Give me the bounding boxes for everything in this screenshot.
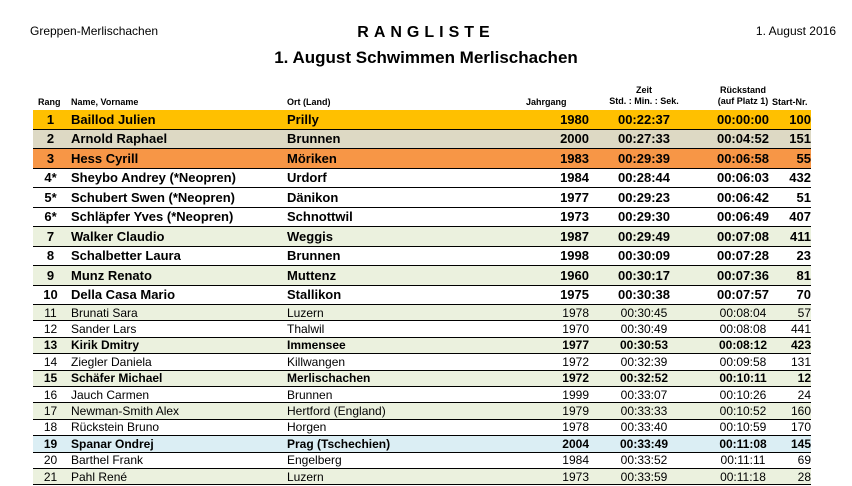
table-row	[33, 436, 811, 452]
cell-name: Ziegler Daniela	[71, 354, 152, 369]
cell-rang: 17	[43, 404, 58, 419]
cell-jahrgang: 2000	[560, 131, 589, 147]
table-row	[33, 420, 811, 436]
table-row	[33, 110, 811, 130]
cell-jahrgang: 1984	[560, 170, 589, 186]
cell-rang: 21	[43, 469, 58, 484]
cell-start-nr: 160	[790, 404, 811, 419]
cell-start-nr: 145	[790, 436, 811, 451]
header-rang: Rang	[38, 97, 61, 107]
table-row	[33, 266, 811, 286]
cell-rang: 16	[43, 387, 58, 402]
cell-ort: Schnottwil	[287, 209, 353, 225]
header-ort: Ort (Land)	[287, 97, 331, 107]
cell-ort: Luzern	[287, 469, 324, 484]
cell-ort: Horgen	[287, 420, 327, 435]
cell-name: Schalbetter Laura	[71, 248, 181, 264]
cell-jahrgang: 2004	[562, 436, 589, 451]
cell-rang: 4*	[44, 170, 57, 186]
table-row	[33, 286, 811, 306]
cell-rueckstand: 00:07:57	[716, 287, 770, 303]
cell-zeit: 00:30:09	[617, 248, 671, 264]
cell-rueckstand: 00:10:26	[719, 387, 767, 402]
cell-name: Rückstein Bruno	[71, 420, 160, 435]
cell-jahrgang: 1973	[560, 209, 589, 225]
organizer-location: Greppen-Merlischachen	[30, 24, 159, 38]
cell-name: Sander Lars	[71, 322, 137, 337]
cell-start-nr: 23	[796, 248, 811, 264]
cell-rang: 15	[43, 371, 58, 386]
table-row	[33, 227, 811, 247]
header-rueckstand-bottom: (auf Platz 1)	[717, 96, 769, 106]
cell-ort: Merlischachen	[287, 371, 371, 386]
cell-rueckstand: 00:06:42	[716, 189, 770, 205]
table-row	[33, 321, 811, 337]
table-row	[33, 305, 811, 321]
cell-start-nr: 81	[796, 267, 811, 283]
cell-rueckstand: 00:11:18	[720, 469, 766, 484]
cell-start-nr: 69	[797, 453, 811, 468]
cell-name: Hess Cyrill	[71, 150, 139, 166]
table-row	[33, 169, 811, 189]
cell-start-nr: 12	[797, 371, 811, 386]
cell-zeit: 00:32:52	[619, 371, 669, 386]
header-start: Start-Nr.	[772, 97, 808, 107]
cell-rueckstand: 00:09:58	[719, 354, 767, 369]
cell-jahrgang: 1984	[562, 453, 589, 468]
cell-name: Brunati Sara	[71, 305, 138, 320]
cell-rueckstand: 00:07:28	[716, 248, 770, 264]
table-row	[33, 387, 811, 403]
cell-jahrgang: 1978	[562, 305, 589, 320]
cell-jahrgang: 1972	[562, 371, 589, 386]
cell-name: Newman-Smith Alex	[71, 404, 180, 419]
cell-rang: 14	[43, 354, 58, 369]
ranking-table	[33, 110, 811, 485]
cell-rueckstand: 00:07:36	[716, 267, 770, 283]
cell-start-nr: 411	[790, 228, 811, 244]
cell-ort: Thalwil	[287, 322, 325, 337]
cell-jahrgang: 1977	[560, 189, 589, 205]
table-row	[33, 403, 811, 419]
table-header	[33, 80, 811, 112]
cell-zeit: 00:33:33	[620, 404, 668, 419]
cell-zeit: 00:33:52	[620, 453, 668, 468]
table-row	[33, 354, 811, 370]
cell-start-nr: 131	[790, 354, 811, 369]
cell-rang: 8	[46, 248, 55, 264]
cell-jahrgang: 1978	[562, 420, 589, 435]
cell-name: Baillod Julien	[71, 111, 156, 127]
cell-zeit: 00:29:39	[617, 150, 671, 166]
cell-zeit: 00:33:49	[619, 436, 669, 451]
cell-rang: 10	[43, 287, 58, 303]
cell-ort: Dänikon	[287, 189, 339, 205]
cell-start-nr: 407	[789, 209, 811, 225]
cell-name: Sheybo Andrey (*Neopren)	[71, 170, 236, 186]
cell-name: Barthel Frank	[71, 453, 144, 468]
cell-zeit: 00:30:49	[620, 322, 668, 337]
cell-rang: 9	[46, 267, 55, 283]
cell-jahrgang: 1972	[562, 354, 589, 369]
cell-ort: Stallikon	[287, 287, 342, 303]
cell-name: Schäfer Michael	[71, 371, 163, 386]
cell-jahrgang: 1983	[560, 150, 589, 166]
cell-rueckstand: 00:06:03	[716, 170, 770, 186]
cell-ort: Brunnen	[287, 387, 333, 402]
table-row	[33, 469, 811, 485]
cell-ort: Weggis	[287, 228, 333, 244]
cell-ort: Engelberg	[287, 453, 342, 468]
cell-ort: Prag (Tschechien)	[287, 436, 391, 451]
event-date: 1. August 2016	[755, 24, 836, 38]
cell-name: Schläpfer Yves (*Neopren)	[71, 209, 234, 225]
header-zeit-bottom: Std. : Min. : Sek.	[609, 96, 679, 106]
cell-zeit: 00:33:40	[620, 420, 668, 435]
event-title: 1. August Schwimmen Merlischachen	[274, 48, 578, 67]
cell-ort: Brunnen	[287, 131, 341, 147]
cell-rang: 12	[43, 322, 58, 337]
header-zeit-top: Zeit	[635, 85, 652, 95]
cell-zeit: 00:29:23	[617, 189, 671, 205]
cell-start-nr: 57	[797, 305, 811, 320]
cell-rang: 11	[44, 305, 57, 320]
cell-jahrgang: 1979	[562, 404, 589, 419]
cell-rueckstand: 00:04:52	[716, 131, 770, 147]
table-row	[33, 130, 811, 150]
header-rueckstand-top: Rückstand	[719, 85, 766, 95]
cell-name: Munz Renato	[71, 267, 152, 283]
cell-rueckstand: 00:08:04	[719, 305, 767, 320]
cell-start-nr: 170	[790, 420, 811, 435]
cell-rueckstand: 00:11:11	[720, 453, 766, 468]
cell-start-nr: 55	[796, 150, 811, 166]
cell-jahrgang: 1980	[560, 111, 589, 127]
cell-zeit: 00:28:44	[617, 170, 671, 186]
cell-start-nr: 70	[796, 287, 811, 303]
cell-start-nr: 441	[790, 322, 811, 337]
cell-rueckstand: 00:07:08	[716, 228, 770, 244]
cell-ort: Prilly	[287, 111, 319, 127]
cell-rueckstand: 00:08:08	[719, 322, 767, 337]
cell-start-nr: 24	[797, 387, 811, 402]
cell-ort: Luzern	[287, 305, 324, 320]
page-title: RANGLISTE	[357, 24, 495, 41]
cell-name: Kirik Dmitry	[71, 338, 140, 353]
header-name: Name, Vorname	[71, 97, 139, 107]
table-row	[33, 338, 811, 354]
cell-name: Jauch Carmen	[71, 387, 150, 402]
table-row	[33, 247, 811, 267]
cell-zeit: 00:30:17	[617, 267, 671, 283]
cell-name: Arnold Raphael	[71, 131, 168, 147]
cell-rueckstand: 00:11:08	[719, 436, 767, 451]
cell-rang: 3	[46, 150, 55, 166]
table-row	[33, 188, 811, 208]
cell-rang: 20	[43, 453, 58, 468]
cell-jahrgang: 1998	[560, 248, 589, 264]
cell-rang: 19	[43, 436, 58, 451]
cell-rang: 18	[43, 420, 58, 435]
cell-rang: 2	[46, 131, 55, 147]
cell-start-nr: 151	[789, 131, 811, 147]
cell-jahrgang: 1975	[560, 287, 589, 303]
cell-name: Schubert Swen (*Neopren)	[71, 189, 235, 205]
cell-start-nr: 51	[796, 189, 811, 205]
cell-zeit: 00:30:38	[617, 287, 671, 303]
cell-name: Walker Claudio	[71, 228, 165, 244]
cell-rueckstand: 00:06:58	[716, 150, 770, 166]
cell-rueckstand: 00:00:00	[716, 111, 770, 127]
cell-rang: 13	[43, 338, 58, 353]
cell-rueckstand: 00:10:11	[719, 371, 767, 386]
cell-ort: Urdorf	[287, 170, 327, 186]
cell-ort: Immensee	[287, 338, 346, 353]
table-row	[33, 149, 811, 169]
cell-rueckstand: 00:08:12	[718, 338, 768, 353]
cell-jahrgang: 1987	[560, 228, 589, 244]
cell-zeit: 00:33:07	[620, 387, 668, 402]
header-jahrgang: Jahrgang	[526, 97, 567, 107]
cell-zeit: 00:33:59	[620, 469, 668, 484]
cell-rang: 5*	[44, 189, 57, 205]
cell-rueckstand: 00:06:49	[716, 209, 770, 225]
cell-ort: Brunnen	[287, 248, 341, 264]
cell-zeit: 00:29:49	[617, 228, 671, 244]
cell-rueckstand: 00:10:52	[719, 404, 767, 419]
cell-jahrgang: 1970	[562, 322, 589, 337]
cell-jahrgang: 1960	[560, 267, 589, 283]
cell-ort: Hertford (England)	[287, 404, 386, 419]
cell-start-nr: 28	[797, 469, 811, 484]
cell-ort: Killwangen	[287, 354, 346, 369]
cell-zeit: 00:30:53	[619, 338, 669, 353]
cell-jahrgang: 1973	[562, 469, 589, 484]
cell-ort: Muttenz	[287, 267, 337, 283]
header-zeit	[595, 85, 693, 107]
cell-zeit: 00:32:39	[620, 354, 668, 369]
cell-start-nr: 423	[790, 338, 811, 353]
cell-zeit: 00:22:37	[617, 111, 671, 127]
cell-zeit: 00:27:33	[617, 131, 671, 147]
cell-name: Della Casa Mario	[71, 287, 176, 303]
cell-name: Pahl René	[71, 469, 128, 484]
cell-rang: 1	[46, 111, 55, 127]
cell-rueckstand: 00:10:59	[719, 420, 767, 435]
table-row	[33, 453, 811, 469]
cell-zeit: 00:30:45	[620, 305, 668, 320]
cell-name: Spanar Ondrej	[71, 436, 154, 451]
cell-jahrgang: 1999	[562, 387, 589, 402]
cell-start-nr: 432	[789, 170, 811, 186]
table-row	[33, 208, 811, 228]
cell-jahrgang: 1977	[562, 338, 589, 353]
cell-rang: 6*	[44, 209, 57, 225]
table-row	[33, 371, 811, 387]
cell-ort: Möriken	[287, 150, 337, 166]
cell-rang: 7	[46, 228, 55, 244]
cell-zeit: 00:29:30	[617, 209, 671, 225]
cell-start-nr: 100	[789, 111, 811, 127]
